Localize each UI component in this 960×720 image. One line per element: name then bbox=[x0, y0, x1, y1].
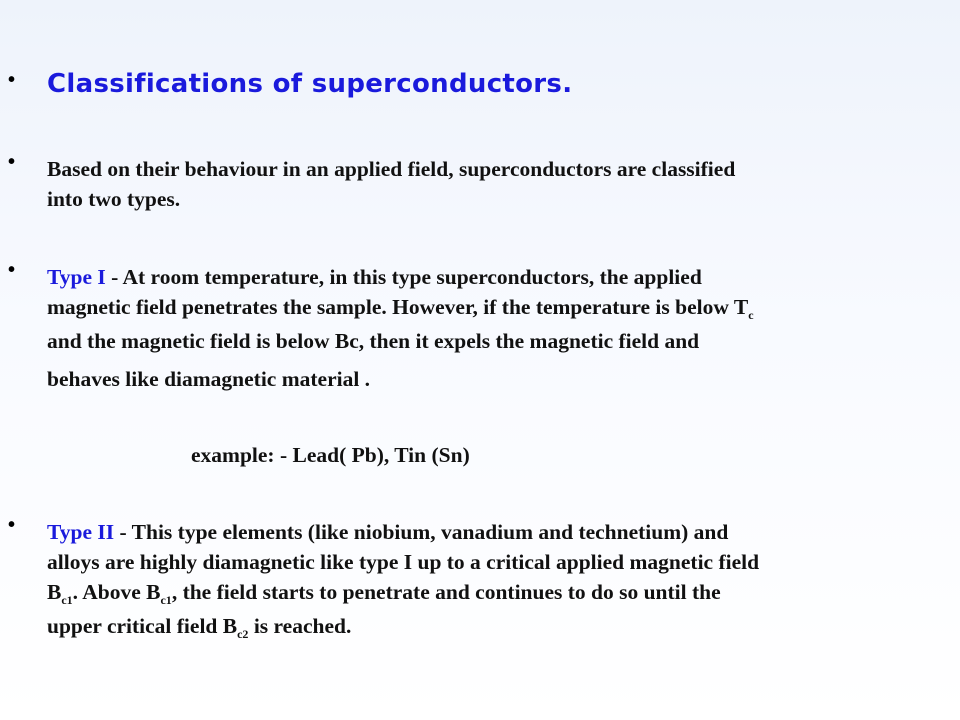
bc2-subscript: c2 bbox=[237, 627, 249, 641]
bullet-type2: • bbox=[8, 514, 16, 536]
tc-subscript: c bbox=[748, 308, 754, 322]
type2-line-1 bbox=[47, 517, 937, 547]
type1-paragraph bbox=[47, 262, 937, 398]
type2-line-4-text: upper critical field B bbox=[47, 614, 238, 638]
type1-line-1 bbox=[47, 262, 937, 292]
bc1-base: B bbox=[47, 580, 62, 604]
type2-line-2: alloys are highly diamagnetic like type I up to a critical applied magnetic field bbox=[47, 550, 760, 574]
type2-line-3-above: . Above B bbox=[72, 580, 161, 604]
type2-line-3 bbox=[47, 577, 937, 607]
type1-line-1-text: At room temperature, in this type superconductors, the applied bbox=[122, 265, 702, 289]
bullet-type1: • bbox=[8, 259, 16, 281]
intro-paragraph bbox=[47, 154, 937, 214]
bullet-intro: • bbox=[8, 151, 16, 173]
type1-term: Type I bbox=[47, 265, 106, 289]
intro-line-2: into two types. bbox=[47, 187, 181, 211]
intro-line-1: Based on their behaviour in an applied field, superconductors are classified bbox=[47, 157, 736, 181]
bc1-subscript: c1 bbox=[61, 593, 73, 607]
type1-line-3: and the magnetic field is below Bc, then it expels the magnetic field and bbox=[47, 329, 700, 353]
type1-line-2 bbox=[47, 292, 937, 322]
type2-line-4-end: is reached. bbox=[248, 614, 352, 638]
bc1-subscript-2: c1 bbox=[160, 593, 172, 607]
type2-line-1-text: This type elements (like niobium, vanadium and technetium) and bbox=[131, 520, 729, 544]
type2-dash: - bbox=[114, 520, 132, 544]
type1-line-4: behaves like diamagnetic material . bbox=[47, 367, 371, 391]
type2-line-4 bbox=[47, 607, 937, 645]
bullet-heading: • bbox=[8, 69, 16, 91]
type1-dash: - bbox=[105, 265, 123, 289]
type2-paragraph bbox=[47, 517, 937, 645]
example-line: example: - Lead( Pb), Tin (Sn) bbox=[191, 443, 470, 467]
type1-line-2-text: magnetic field penetrates the sample. However, if the temperature is below T bbox=[47, 295, 749, 319]
type2-line-3-rest: , the field starts to penetrate and continues to do so until the bbox=[171, 580, 721, 604]
slide-heading: Classifications of superconductors. bbox=[47, 69, 573, 99]
type2-term: Type II bbox=[47, 520, 115, 544]
